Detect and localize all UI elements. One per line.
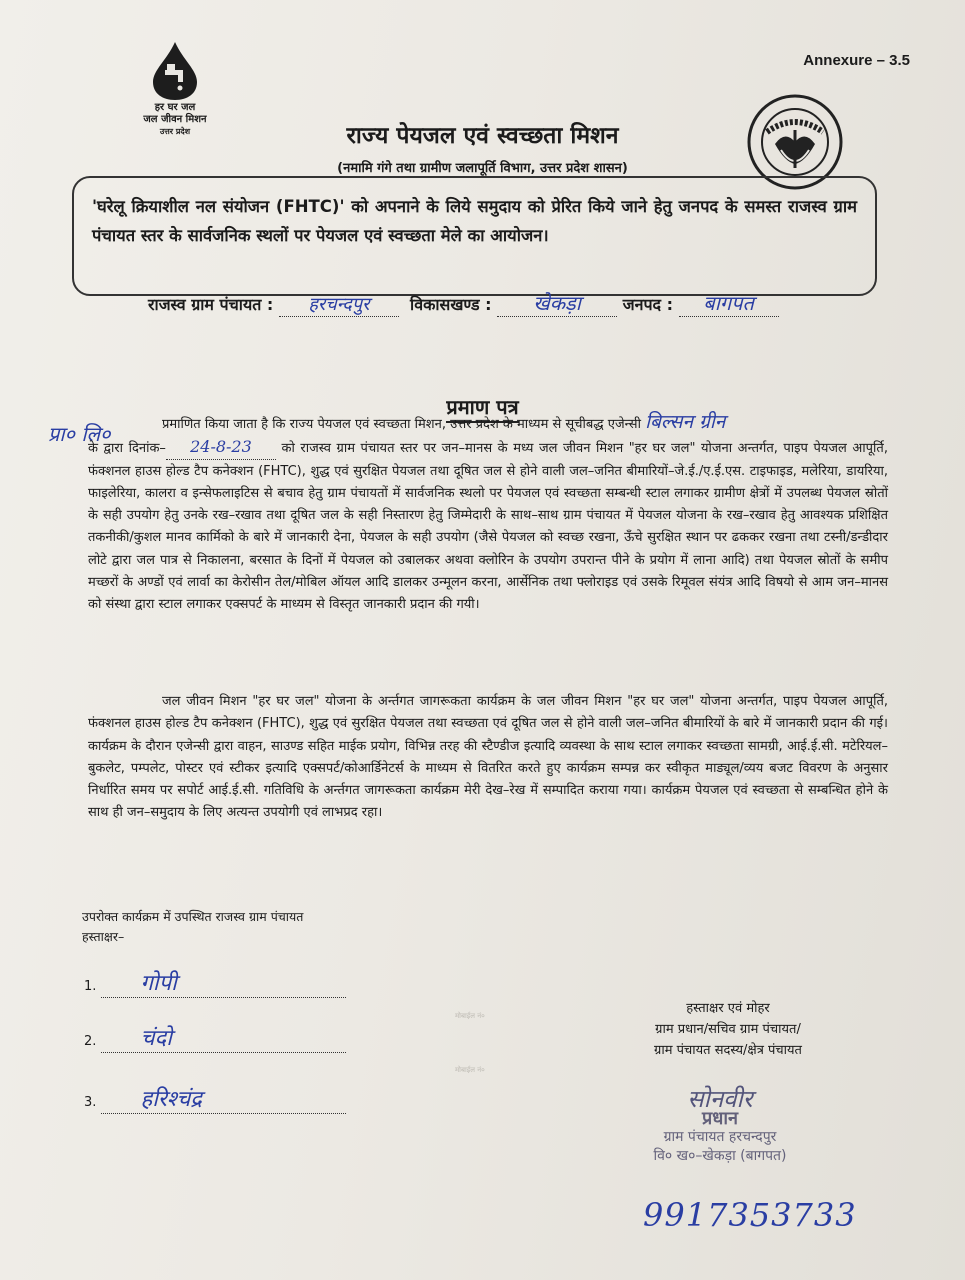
annexure-label: Annexure – 3.5: [803, 52, 910, 69]
date-value: 24-8-23: [166, 436, 276, 459]
logo-line-2: जल जीवन मिशन: [143, 114, 207, 125]
certificate-title: प्रमाण पत्र: [446, 395, 518, 423]
signature-seal-block: [613, 998, 843, 1061]
signature-name: गोपी: [140, 971, 177, 996]
certificate-paragraph-2: [88, 691, 888, 825]
para2-body: जल जीवन मिशन "हर घर जल" योजना के अर्न्तगत जागरूकता कार्यक्रम के जल जीवन मिशन "हर घर जल" योजना अन्तर्गत, पाइप पेयजल आपूर्ति, फंक्शनल हाउस होल्ड टैप कनेक्शन (FHTC), शुद्ध एवं सुरक्षित पेयजल तथा स्वच्छता एवं दूषित जल से होने वाली जल–जनित बीमारियों के बारे में जानकारी प्रदान की गई। कार्यक्रम के दौरान एजेन्सी द्वारा वाहन, साउण्ड सहित माईक प्रयोग, विभिन्न तरह की स्टैण्डीज इत्यादि व्यवस्था के साथ स्टाल लगाकर स्वच्छता सामग्री, आई.ई.सी. मटेरियल–बुकलेट, पम्पलेट, पोस्टर एवं स्टीकर इत्यादि एक्सपर्ट/कोआर्डिनेटर्स के माध्यम से वितरित करते हुए कार्यक्रम सम्पन्न कर स्वीकृत माड्यूल/व्यय बजट विवरण के अनुसार निर्धारित समय पर सपोर्ट आई.ई.सी. गतिविधि के अर्न्तगत जागरूकता कार्यक्रम मेरी देख–रेख में सम्पादित कराया गया। कार्यक्रम पेयजल एवं स्वच्छता से सम्बन्धित होने के साथ ही जन–समुदाय के लिए अत्यन्त उपयोगी एवं लाभप्रद रहा।: [88, 694, 888, 821]
panchayat-value: हरचन्दपुर: [279, 292, 399, 317]
logo-line-3: उत्तर प्रदेश: [159, 127, 191, 136]
block-value: खेकड़ा: [497, 289, 617, 317]
para1-body: को राजस्व ग्राम पंचायत स्तर पर जन–मानस के मध्य जल जीवन मिशन "हर घर जल" योजना अन्तर्गत, पाइप पेयजल आपूर्ति, फंक्शनल हाउस होल्ड टैप कनेक्शन (FHTC), शुद्ध एवं सुरक्षित पेयजल तथा दूषित जल से होने वाली जल–जनित बीमारियों–जे.ई./ए.ई.एस. टाइफाइड, मलेरिया, डायरिया, फाइलेरिया, कालरा व इन्सेफलाइटिस से बचाव हेतु ग्राम पंचायतों में सार्वजनिक स्थलो पर पेयजल एवं स्वच्छता सम्बन्धी स्टाल लगाकर ग्रामीण क्षेत्रों में उपलब्ध पेयजल स्रोतों के सही उपयोग हेतु उनके रख–रखाव तथा दूषित जल के सही निस्तारण हेतु जिम्मेदारी के साथ–साथ ग्राम पंचायत में पेयजल योजना के रख–रखाव हेतु आवश्यक प्रशिक्षित तकनीकी/कुशल मानव कार्मिको के बारे में जानकारी देना, पेयजल के सही उपयोग (जैसे पेयजल को स्वच्छ रखना, ऊँचे सुरक्षित स्थान पर ढककर रखना तथा टस्नी/डन्डीदार लोटे द्वारा जल पात्र से निकालना, बरसात के दिनों में पेयजल को उबालकर अथवा क्लोरिन के उपयोग उपरान्त पीने के प्रयोग में लाना आदि) तथा पेयजल स्रोतों के समीप मच्छरों के अण्डों एवं लार्वा का केरोसीन तेल/मोबिल ऑयल आदि डालकर उन्मूलन करना, आर्सेनिक तथा फ्लोराइड एवं उसके रिमूवल संयंत्र आदि विषयो से आम जन–मानस को संस्था द्वारा स्टाल लगाकर एक्सपर्ट के माध्यम से विस्तृत जानकारी प्रदान की गयी।: [88, 441, 888, 613]
signature-number: 2.: [84, 1034, 97, 1049]
faint-mobile-label: मोबाईल नं०: [455, 1012, 485, 1020]
para1-intro: प्रमाणित किया जाता है कि राज्य पेयजल एवं स्वच्छता मिशन, उत्तर प्रदेश के माध्यम से सूचीबद्ध एजेन्सी: [162, 417, 641, 432]
panchayat-label: राजस्व ग्राम पंचायत :: [148, 295, 274, 314]
pradhan-block: वि० ख०–खेकड़ा (बागपत): [653, 1148, 787, 1164]
signature-number: 1.: [84, 979, 97, 994]
signature-line-2: [84, 1022, 346, 1053]
signature-number: 3.: [84, 1095, 97, 1110]
page-title: राज्य पेयजल एवं स्वच्छता मिशन: [346, 123, 619, 149]
pradhan-signature: सोनवीर: [687, 1085, 753, 1113]
logo-line-1: हर घर जल: [154, 102, 196, 113]
pradhan-stamp: [600, 1085, 840, 1166]
certificate-paragraph-1: [88, 411, 888, 617]
faint-mobile-label: मोबाईल नं०: [455, 1066, 485, 1074]
phone-number: 9917353733: [643, 1196, 857, 1234]
pradhan-title: प्रधान: [702, 1108, 738, 1129]
seal-line-2: ग्राम पंचायत सदस्य/क्षेत्र पंचायत: [654, 1043, 802, 1058]
attendance-line-1: उपरोक्त कार्यक्रम में उपस्थित राजस्व ग्राम पंचायत: [82, 909, 304, 924]
agency-name: बिल्सन ग्रीन: [645, 411, 726, 433]
district-value: बागपत: [679, 289, 779, 317]
margin-note: प्रा० लि०: [48, 422, 111, 446]
district-label: जनपद :: [622, 295, 674, 314]
seal-heading: हस्ताक्षर एवं मोहर: [686, 1001, 770, 1016]
signature-line-3: [84, 1083, 346, 1114]
location-fields: [148, 289, 779, 317]
para1-date-label: के द्वारा दिनांक–: [88, 441, 166, 457]
attendance-line-2: हस्ताक्षर–: [82, 929, 125, 944]
event-description-box: 'घरेलू क्रियाशील नल संयोजन (FHTC)' को अपनाने के लिये समुदाय को प्रेरित किये जाने हेतु जनपद के समस्त राजस्व ग्राम पंचायत स्तर के सार्वजनिक स्थलों पर पेयजल एवं स्वच्छता मेले का आयोजन।: [72, 176, 877, 296]
signature-name: चंदो: [140, 1026, 172, 1051]
block-label: विकासखण्ड :: [410, 295, 492, 314]
signature-name: हरिश्चंद्र: [140, 1087, 202, 1112]
water-drop-icon: [145, 40, 205, 102]
pradhan-panchayat: ग्राम पंचायत हरचन्दपुर: [663, 1129, 777, 1145]
signature-line-1: [84, 967, 346, 998]
attendance-section: [82, 907, 303, 947]
page-subtitle: (नमामि गंगे तथा ग्रामीण जलापूर्ति विभाग, उत्तर प्रदेश शासन): [337, 161, 628, 176]
seal-line-1: ग्राम प्रधान/सचिव ग्राम पंचायत/: [655, 1022, 801, 1037]
